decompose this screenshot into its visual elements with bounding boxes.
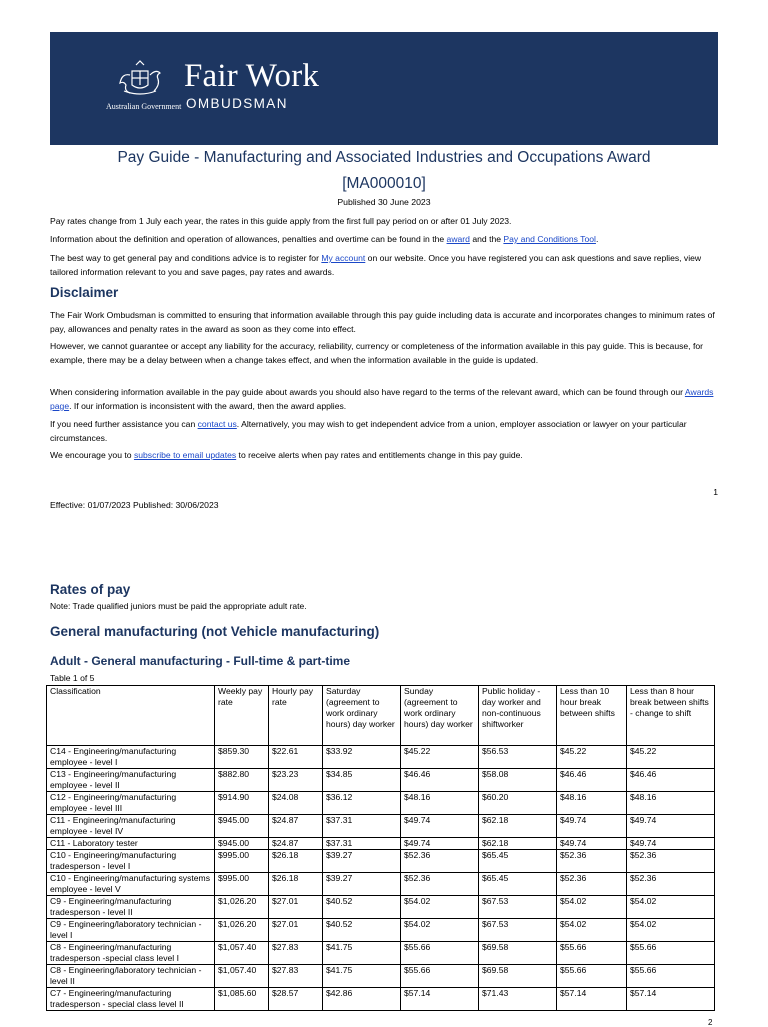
- rate-cell: $45.22: [557, 746, 627, 769]
- classification-cell: C9 - Engineering/manufacturing tradesperson - level II: [47, 896, 215, 919]
- table-row: [47, 769, 715, 792]
- disclaimer-paragraph-4: [50, 417, 718, 445]
- rate-cell: $52.36: [627, 850, 715, 873]
- rate-cell: $49.74: [557, 815, 627, 838]
- intro-paragraph-1: Pay rates change from 1 July each year, the rates in this guide apply from the first full pay period on or after 01 July 2023.: [50, 216, 512, 226]
- text-span: on our website. Once you have registered you can ask questions and save replies, view tailored information relevant to you and save pages, pay rates and awards.: [50, 253, 702, 277]
- rate-cell: $48.16: [627, 792, 715, 815]
- rate-cell: $37.31: [323, 838, 401, 850]
- text-span: The best way to get general pay and conditions advice is to register for: [50, 253, 322, 263]
- rate-cell: $859.30: [215, 746, 269, 769]
- column-header: Less than 10 hour break between shifts: [557, 686, 627, 746]
- brand-subtitle: OMBUDSMAN: [186, 96, 288, 111]
- table-row: [47, 746, 715, 769]
- disclaimer-paragraph-3: [50, 385, 718, 413]
- rate-cell: $52.36: [401, 873, 479, 896]
- next-page-number: 2: [708, 1018, 713, 1027]
- rate-cell: $54.02: [557, 896, 627, 919]
- rate-cell: $48.16: [401, 792, 479, 815]
- rates-note: Note: Trade qualified juniors must be paid the appropriate adult rate.: [50, 601, 307, 611]
- rate-cell: $882.80: [215, 769, 269, 792]
- rate-cell: $46.46: [401, 769, 479, 792]
- rate-cell: $24.87: [269, 838, 323, 850]
- classification-cell: C9 - Engineering/laboratory technician - level I: [47, 919, 215, 942]
- table-row: [47, 988, 715, 1011]
- rate-cell: $54.02: [557, 919, 627, 942]
- rate-cell: $26.18: [269, 873, 323, 896]
- rate-cell: $1,057.40: [215, 965, 269, 988]
- rate-cell: $24.87: [269, 815, 323, 838]
- rate-cell: $48.16: [557, 792, 627, 815]
- pay-and-conditions-tool-link[interactable]: Pay and Conditions Tool: [503, 234, 596, 244]
- rate-cell: $54.02: [401, 896, 479, 919]
- rate-cell: $28.57: [269, 988, 323, 1011]
- government-label: Australian Government: [106, 102, 182, 111]
- classification-cell: C10 - Engineering/manufacturing systems employee - level V: [47, 873, 215, 896]
- title-line-1: Pay Guide - Manufacturing and Associated Industries and Occupations Award: [117, 149, 651, 166]
- rate-cell: $26.18: [269, 850, 323, 873]
- table-row: [47, 873, 715, 896]
- award-link[interactable]: award: [446, 234, 470, 244]
- awards-page-link[interactable]: Awards page: [50, 387, 714, 411]
- rate-cell: $27.83: [269, 965, 323, 988]
- rate-cell: $34.85: [323, 769, 401, 792]
- contact-us-link[interactable]: contact us: [197, 419, 237, 429]
- rate-cell: $65.45: [479, 873, 557, 896]
- classification-cell: C7 - Engineering/manufacturing tradesperson - special class level II: [47, 988, 215, 1011]
- rate-cell: $57.14: [401, 988, 479, 1011]
- rate-cell: $52.36: [401, 850, 479, 873]
- rate-cell: $40.52: [323, 896, 401, 919]
- rate-cell: $58.08: [479, 769, 557, 792]
- rate-cell: $54.02: [401, 919, 479, 942]
- table-row: [47, 792, 715, 815]
- classification-cell: C13 - Engineering/manufacturing employee - level II: [47, 769, 215, 792]
- rate-cell: $40.52: [323, 919, 401, 942]
- rate-cell: $55.66: [627, 942, 715, 965]
- rate-cell: $62.18: [479, 838, 557, 850]
- column-header: Less than 8 hour break between shifts - change to shift: [627, 686, 715, 746]
- disclaimer-paragraph-2: However, we cannot guarantee or accept any liability for the accuracy, reliability, currency or completeness of the information available in this pay guide. This is because, for example, there may be a delay between when a change takes effect, and when the information available in the guide is updated.: [50, 341, 703, 365]
- rate-cell: $39.27: [323, 873, 401, 896]
- column-header: Public holiday - day worker and non-continuous shiftworker: [479, 686, 557, 746]
- rate-cell: $52.36: [557, 850, 627, 873]
- rate-cell: $56.53: [479, 746, 557, 769]
- table-row: [47, 838, 715, 850]
- subscribe-email-updates-link[interactable]: subscribe to email updates: [133, 450, 237, 460]
- disclaimer-paragraph-5: [50, 448, 718, 462]
- column-header: Weekly pay rate: [215, 686, 269, 746]
- rate-cell: $54.02: [627, 896, 715, 919]
- intro-paragraph-2: [50, 232, 718, 246]
- table-caption: Table 1 of 5: [50, 673, 95, 683]
- title-line-2: [MA000010]: [342, 175, 426, 192]
- rate-cell: $995.00: [215, 850, 269, 873]
- text-span: .: [595, 234, 599, 244]
- rate-cell: $49.74: [627, 815, 715, 838]
- rate-cell: $67.53: [479, 919, 557, 942]
- rate-cell: $1,057.40: [215, 942, 269, 965]
- rate-cell: $23.23: [269, 769, 323, 792]
- rate-cell: $45.22: [627, 746, 715, 769]
- classification-cell: C11 - Laboratory tester: [47, 838, 215, 850]
- table-row: [47, 896, 715, 919]
- page-title: [50, 145, 718, 197]
- rate-cell: $46.46: [627, 769, 715, 792]
- column-header: Saturday (agreement to work ordinary hours) day worker: [323, 686, 401, 746]
- rate-cell: $41.75: [323, 942, 401, 965]
- rate-cell: $27.83: [269, 942, 323, 965]
- page-footer: Effective: 01/07/2023 Published: 30/06/2023: [50, 500, 219, 510]
- rate-cell: $945.00: [215, 838, 269, 850]
- classification-cell: C8 - Engineering/laboratory technician - level II: [47, 965, 215, 988]
- column-header: Sunday (agreement to work ordinary hours) day worker: [401, 686, 479, 746]
- rate-cell: $914.90: [215, 792, 269, 815]
- rate-cell: $39.27: [323, 850, 401, 873]
- rate-cell: $41.75: [323, 965, 401, 988]
- rate-cell: $57.14: [627, 988, 715, 1011]
- table-header-row: [47, 686, 715, 746]
- rate-cell: $1,085.60: [215, 988, 269, 1011]
- text-span: Information about the definition and operation of allowances, penalties and overtime can be found in the: [50, 234, 447, 244]
- rate-cell: $55.66: [557, 965, 627, 988]
- rate-cell: $49.74: [401, 815, 479, 838]
- rate-cell: $42.86: [323, 988, 401, 1011]
- rate-cell: $33.92: [323, 746, 401, 769]
- rate-cell: $69.58: [479, 965, 557, 988]
- rate-cell: $49.74: [627, 838, 715, 850]
- table-row: [47, 815, 715, 838]
- rate-cell: $55.66: [557, 942, 627, 965]
- my-account-link[interactable]: My account: [321, 253, 366, 263]
- text-span: When considering information available in the pay guide about awards you should also have regard to the terms of the relevant award, which can be found through our: [50, 387, 685, 397]
- rate-cell: $55.66: [401, 965, 479, 988]
- rate-cell: $71.43: [479, 988, 557, 1011]
- rate-cell: $27.01: [269, 919, 323, 942]
- rate-cell: $1,026.20: [215, 919, 269, 942]
- rate-cell: $27.01: [269, 896, 323, 919]
- published-date: Published 30 June 2023: [337, 197, 431, 207]
- rate-cell: $49.74: [401, 838, 479, 850]
- rate-cell: $55.66: [401, 942, 479, 965]
- column-header: Hourly pay rate: [269, 686, 323, 746]
- text-span: . If our information is inconsistent with the award, then the award applies.: [69, 401, 347, 411]
- disclaimer-paragraph-1: The Fair Work Ombudsman is committed to ensuring that information available through this pay guide including data is accurate and incorporates changes to minimum rates of pay, allowances and penalty rates in the award as soon as they come into effect.: [50, 310, 715, 334]
- table-row: [47, 942, 715, 965]
- classification-cell: C14 - Engineering/manufacturing employee - level I: [47, 746, 215, 769]
- classification-cell: C10 - Engineering/manufacturing tradesperson - level I: [47, 850, 215, 873]
- disclaimer-heading: Disclaimer: [50, 285, 119, 300]
- rate-cell: $52.36: [627, 873, 715, 896]
- text-span: to receive alerts when pay rates and entitlements change in this pay guide.: [236, 450, 523, 460]
- rates-heading: Rates of pay: [50, 582, 131, 597]
- rate-cell: $57.14: [557, 988, 627, 1011]
- general-manufacturing-heading: General manufacturing (not Vehicle manufacturing): [50, 624, 380, 639]
- rate-cell: $45.22: [401, 746, 479, 769]
- classification-cell: C11 - Engineering/manufacturing employee - level IV: [47, 815, 215, 838]
- classification-cell: C12 - Engineering/manufacturing employee - level III: [47, 792, 215, 815]
- rate-cell: $945.00: [215, 815, 269, 838]
- rate-cell: $52.36: [557, 873, 627, 896]
- brand-name: Fair Work: [184, 58, 320, 94]
- rate-cell: $49.74: [557, 838, 627, 850]
- text-span: We encourage you to: [50, 450, 134, 460]
- table-row: [47, 965, 715, 988]
- text-span: and the: [469, 234, 504, 244]
- text-span: . Alternatively, you may wish to get independent advice from a union, employer association or lawyer on your particular circumstances.: [50, 419, 687, 443]
- rate-cell: $22.61: [269, 746, 323, 769]
- rate-cell: $36.12: [323, 792, 401, 815]
- rate-cell: $55.66: [627, 965, 715, 988]
- rate-cell: $65.45: [479, 850, 557, 873]
- rate-cell: $67.53: [479, 896, 557, 919]
- rate-cell: $37.31: [323, 815, 401, 838]
- column-header: Classification: [47, 686, 215, 746]
- table-row: [47, 919, 715, 942]
- rate-cell: $995.00: [215, 873, 269, 896]
- table-heading: Adult - General manufacturing - Full-time & part-time: [50, 654, 351, 668]
- rate-cell: $46.46: [557, 769, 627, 792]
- rate-cell: $60.20: [479, 792, 557, 815]
- rate-cell: $24.08: [269, 792, 323, 815]
- pay-rates-table: [46, 685, 715, 1011]
- text-span: If you need further assistance you can: [50, 419, 198, 429]
- table-row: [47, 850, 715, 873]
- rate-cell: $62.18: [479, 815, 557, 838]
- rate-cell: $69.58: [479, 942, 557, 965]
- rate-cell: $54.02: [627, 919, 715, 942]
- rate-cell: $1,026.20: [215, 896, 269, 919]
- intro-paragraph-3: [50, 251, 718, 279]
- header-banner: [50, 32, 718, 145]
- classification-cell: C8 - Engineering/manufacturing tradesperson -special class level I: [47, 942, 215, 965]
- page-number: 1: [713, 487, 718, 497]
